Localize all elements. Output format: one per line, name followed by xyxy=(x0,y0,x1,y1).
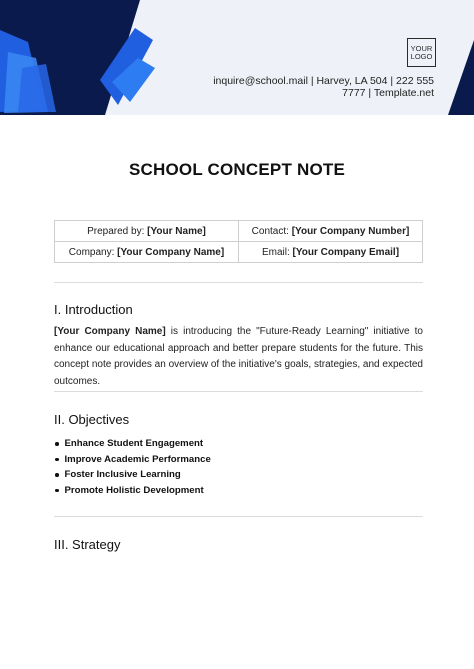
email-value: [Your Company Email] xyxy=(292,246,400,258)
bullet-icon xyxy=(55,473,59,477)
contact-value: [Your Company Number] xyxy=(291,225,410,237)
company-value: [Your Company Name] xyxy=(117,246,225,258)
section-heading-objectives: II. Objectives xyxy=(54,412,130,427)
section-divider xyxy=(54,282,423,283)
contact-cell: Contact: [Your Company Number] xyxy=(239,221,423,242)
objectives-list xyxy=(54,436,211,498)
list-item: Enhance Student Engagement xyxy=(54,436,211,452)
list-item: Improve Academic Performance xyxy=(54,452,211,468)
bullet-icon xyxy=(55,458,59,462)
company-logo: YOUR LOGO xyxy=(407,38,436,67)
document-title: SCHOOL CONCEPT NOTE xyxy=(128,160,345,179)
introduction-paragraph: [Your Company Name] is introducing the "Future-Ready Learning" initiative to enhance our educational approach and better prepare students for the future. This concept note provides an overview of the initiative's goals, strategies, and expected outcomes. xyxy=(54,326,423,387)
company-cell: Company: [Your Company Name] xyxy=(55,242,239,263)
section-heading-introduction: I. Introduction xyxy=(54,302,133,317)
bullet-icon xyxy=(55,489,59,493)
list-item: Promote Holistic Development xyxy=(54,483,211,499)
email-cell: Email: [Your Company Email] xyxy=(239,242,423,263)
header-contact-line: inquire@school.mail | Harvey, LA 504 | 222 555 xyxy=(213,75,434,87)
bullet-icon xyxy=(55,442,59,446)
header-contact-line: 7777 | Template.net xyxy=(342,87,434,99)
section-divider xyxy=(54,516,423,517)
section-heading-strategy: III. Strategy xyxy=(54,537,121,552)
list-item: Foster Inclusive Learning xyxy=(54,467,211,483)
prepared-by-cell: Prepared by: [Your Name] xyxy=(55,221,239,242)
info-table xyxy=(54,220,423,263)
section-divider xyxy=(54,391,423,392)
prepared-by-value: [Your Name] xyxy=(147,225,206,237)
header-banner xyxy=(0,0,474,115)
